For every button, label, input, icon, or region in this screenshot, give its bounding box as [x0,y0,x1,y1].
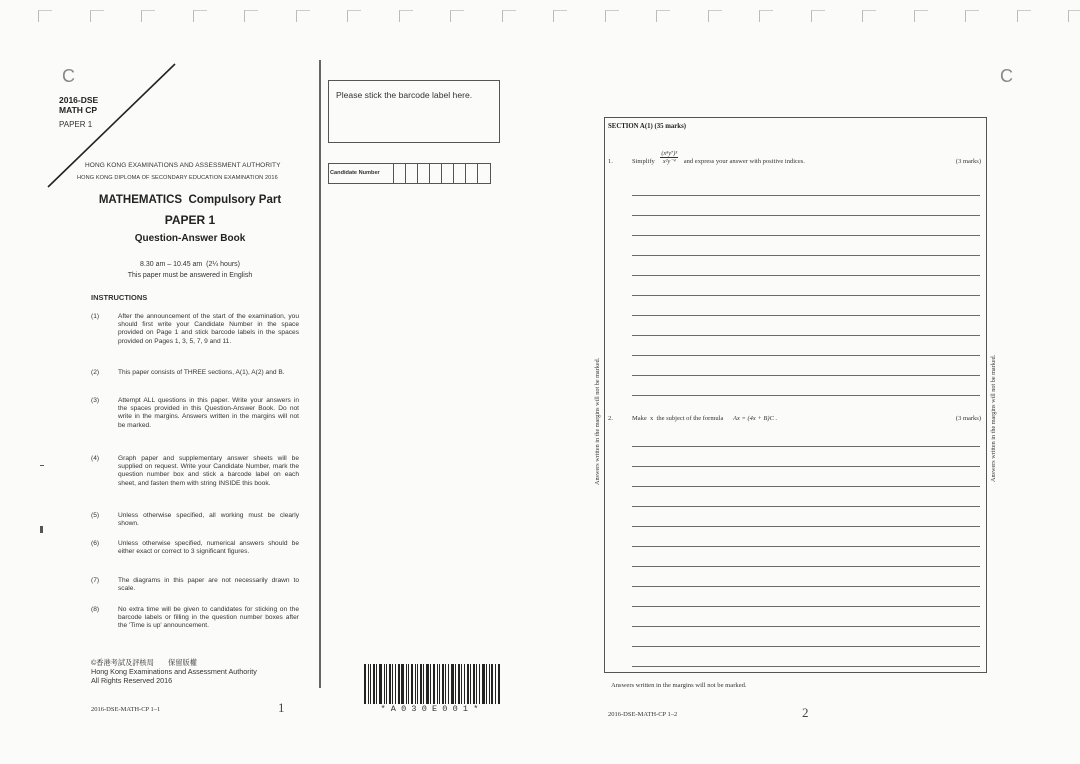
answer-line-q2[interactable] [632,606,980,607]
barcode-bar [430,664,431,704]
edge-tick [553,10,567,22]
barcode-bar [423,664,424,704]
exam-time: 8.30 am – 10.45 am (2¼ hours) This paper must be answered in English [127,261,253,279]
barcode-bar [433,664,435,704]
barcode-bar [364,664,366,704]
candidate-number-cell[interactable] [466,164,478,183]
barcode-text: *A030E001* [380,704,484,714]
answer-line-q2[interactable] [632,506,980,507]
barcode-bar [482,664,485,704]
barcode-bar [379,664,382,704]
page1-number: 1 [278,700,285,715]
barcode-bar [373,664,375,704]
answer-line-q2[interactable] [632,486,980,487]
barcode-bar [420,664,422,704]
answer-line-q2[interactable] [632,546,980,547]
formula: Ax = (4x + B)C . [732,415,778,422]
barcode-label-area: Please stick the barcode label here. [328,80,500,143]
edge-tick [965,10,979,22]
edge-tick [914,10,928,22]
barcode-bar [398,664,400,704]
barcode-bar [368,664,369,704]
paper-number: PAPER 1 [164,213,216,227]
barcode-bar [486,664,487,704]
barcode-bar [495,664,496,704]
barcode-bar [437,664,438,704]
barcode-bar [415,664,416,704]
answer-line-q2[interactable] [632,566,980,567]
right-margin-warning: Answers written in the margins will not be marked. [990,354,997,482]
edge-tick [347,10,361,22]
left-margin-warning: Answers written in the margins will not be marked. [594,357,601,485]
answer-line-q2[interactable] [632,586,980,587]
answer-line-q1[interactable] [632,215,980,216]
answer-line-q1[interactable] [632,375,980,376]
corner-c-mark: C [62,66,75,86]
instruction-item: (7) The diagrams in this paper are not necessarily drawn to scale. [91,577,299,593]
section-title: SECTION A(1) (35 marks) [608,123,686,130]
barcode-bar [467,664,469,704]
barcode-bar [461,664,462,704]
corner-c-mark: C [1000,66,1013,86]
subject-title: MATHEMATICS Compulsory Part [98,194,282,206]
barcode-bar [476,664,477,704]
barcode [364,664,500,714]
barcode-bars [364,664,500,704]
answer-line-q1[interactable] [632,195,980,196]
answer-line-q2[interactable] [632,526,980,527]
barcode-bar [489,664,490,704]
barcode-bar [442,664,444,704]
page-fold-line [319,60,321,688]
answer-line-q2[interactable] [632,646,980,647]
scan-mark [40,526,43,533]
barcode-bar [445,664,446,704]
answer-line-q1[interactable] [632,355,980,356]
barcode-bar [426,664,429,704]
answer-line-q1[interactable] [632,315,980,316]
answer-line-q1[interactable] [632,275,980,276]
instruction-item: (1) After the announcement of the start of the examination, you should first write your Candidate Number in the space provided on Page 1 and stick barcode labels in the spaces provided on Pages 1, 3, 5, 7, 9 and 11. [91,313,299,345]
barcode-bar [411,664,413,704]
answer-line-q2[interactable] [632,626,980,627]
barcode-bar [479,664,480,704]
barcode-bar [491,664,493,704]
barcode-bar [386,664,387,704]
edge-tick [708,10,722,22]
bottom-margin-warning: Answers written in the margins will not be marked. [611,682,747,689]
barcode-bar [401,664,404,704]
barcode-bar [417,664,418,704]
barcode-bar [406,664,407,704]
barcode-bar [392,664,393,704]
authority-heading: HONG KONG EXAMINATIONS AND ASSESSMENT AUTHORITY HONG KONG DIPLOMA OF SECONDARY EDUCATION EXAMINATION 2016 [77,162,281,181]
edge-tick [862,10,876,22]
answer-line-q1[interactable] [632,395,980,396]
barcode-bar [376,664,377,704]
barcode-bar [389,664,391,704]
candidate-number-cell[interactable] [442,164,454,183]
candidate-number-cell[interactable] [418,164,430,183]
candidate-number-cell[interactable] [406,164,418,183]
page2-footer-code: 2016-DSE-MATH-CP 1–2 [608,711,678,718]
scan-mark [40,465,44,466]
barcode-bar [384,664,385,704]
exam-code: 2016-DSE MATH CP [59,95,99,115]
book-type: Question-Answer Book [134,233,246,244]
barcode-bar [370,664,371,704]
edge-tick [1068,10,1080,22]
page1-footer-code: 2016-DSE-MATH-CP 1–1 [91,706,161,713]
barcode-bar [395,664,396,704]
instruction-item: (3) Attempt ALL questions in this paper. Write your answers in the spaces provided in this Question-Answer Book. Do not write in the margins. Answers written in the margins will not be marked. [91,397,299,429]
edge-tick [759,10,773,22]
barcode-bar [458,664,460,704]
fraction-expression: $\frac{\text{(x⁸y⁷)³}}{\text{x²y⁻⁴}}$ [661,150,678,166]
instruction-item: (2) This paper consists of THREE sections, A(1), A(2) and B. [91,369,285,376]
barcode-bar [451,664,454,704]
edge-tick [399,10,413,22]
candidate-number-label: Candidate Number [329,164,394,183]
barcode-bar [448,664,449,704]
answer-line-q2[interactable] [632,466,980,467]
barcode-bar [455,664,456,704]
candidate-number-cell[interactable] [394,164,406,183]
barcode-bar [473,664,475,704]
edge-tick [502,10,516,22]
edge-tick [656,10,670,22]
answer-line-q2[interactable] [632,666,980,667]
instruction-item: (6) Unless otherwise specified, numerical answers should be either exact or correct to 3 significant figures. [91,540,299,556]
candidate-number-cell[interactable] [430,164,442,183]
barcode-bar [498,664,500,704]
paper-label: PAPER 1 [59,120,93,129]
instruction-item: (4) Graph paper and supplementary answer sheets will be supplied on request. Write your Candidate Number, mark the question number box and stick a barcode label on each sheet, and fasten them with string INSIDE this book. [91,455,299,487]
edge-tick [605,10,619,22]
barcode-bar [408,664,409,704]
candidate-number-cell[interactable] [478,164,490,183]
barcode-bar [464,664,465,704]
edge-tick [450,10,464,22]
instruction-item: (8) No extra time will be given to candidates for sticking on the barcode labels or filling in the question number boxes after the 'Time is up' announcement. [91,606,299,630]
candidate-number-cell[interactable] [454,164,466,183]
instruction-item: (5) Unless otherwise specified, all working must be clearly shown. [91,512,299,528]
answer-line-q1[interactable] [632,335,980,336]
edge-tick [1017,10,1031,22]
edge-tick [811,10,825,22]
barcode-bar [470,664,471,704]
cover-page [0,0,330,764]
answer-line-q1[interactable] [632,255,980,256]
section-a1-answer-box: SECTION A(1) (35 marks) 1. Simplify $\frac{\text{(x⁸y⁷)³}}{\text{x²y⁻⁴}}$ and express your answer with positive indices. (3 marks) 2. Make x the subject of the formula Ax = (4x + B)C . (3 marks) [604,117,987,673]
candidate-number-box [328,163,491,184]
instructions-title: INSTRUCTIONS [91,293,148,302]
page2-number: 2 [802,705,809,720]
answer-line-q2[interactable] [632,446,980,447]
answer-line-q1[interactable] [632,295,980,296]
barcode-bar [439,664,440,704]
answer-line-q1[interactable] [632,235,980,236]
copyright-notice: ©香港考試及評核局 保留版權 Hong Kong Examinations and Assessment Authority All Rights Reserved 2016 [91,658,257,685]
